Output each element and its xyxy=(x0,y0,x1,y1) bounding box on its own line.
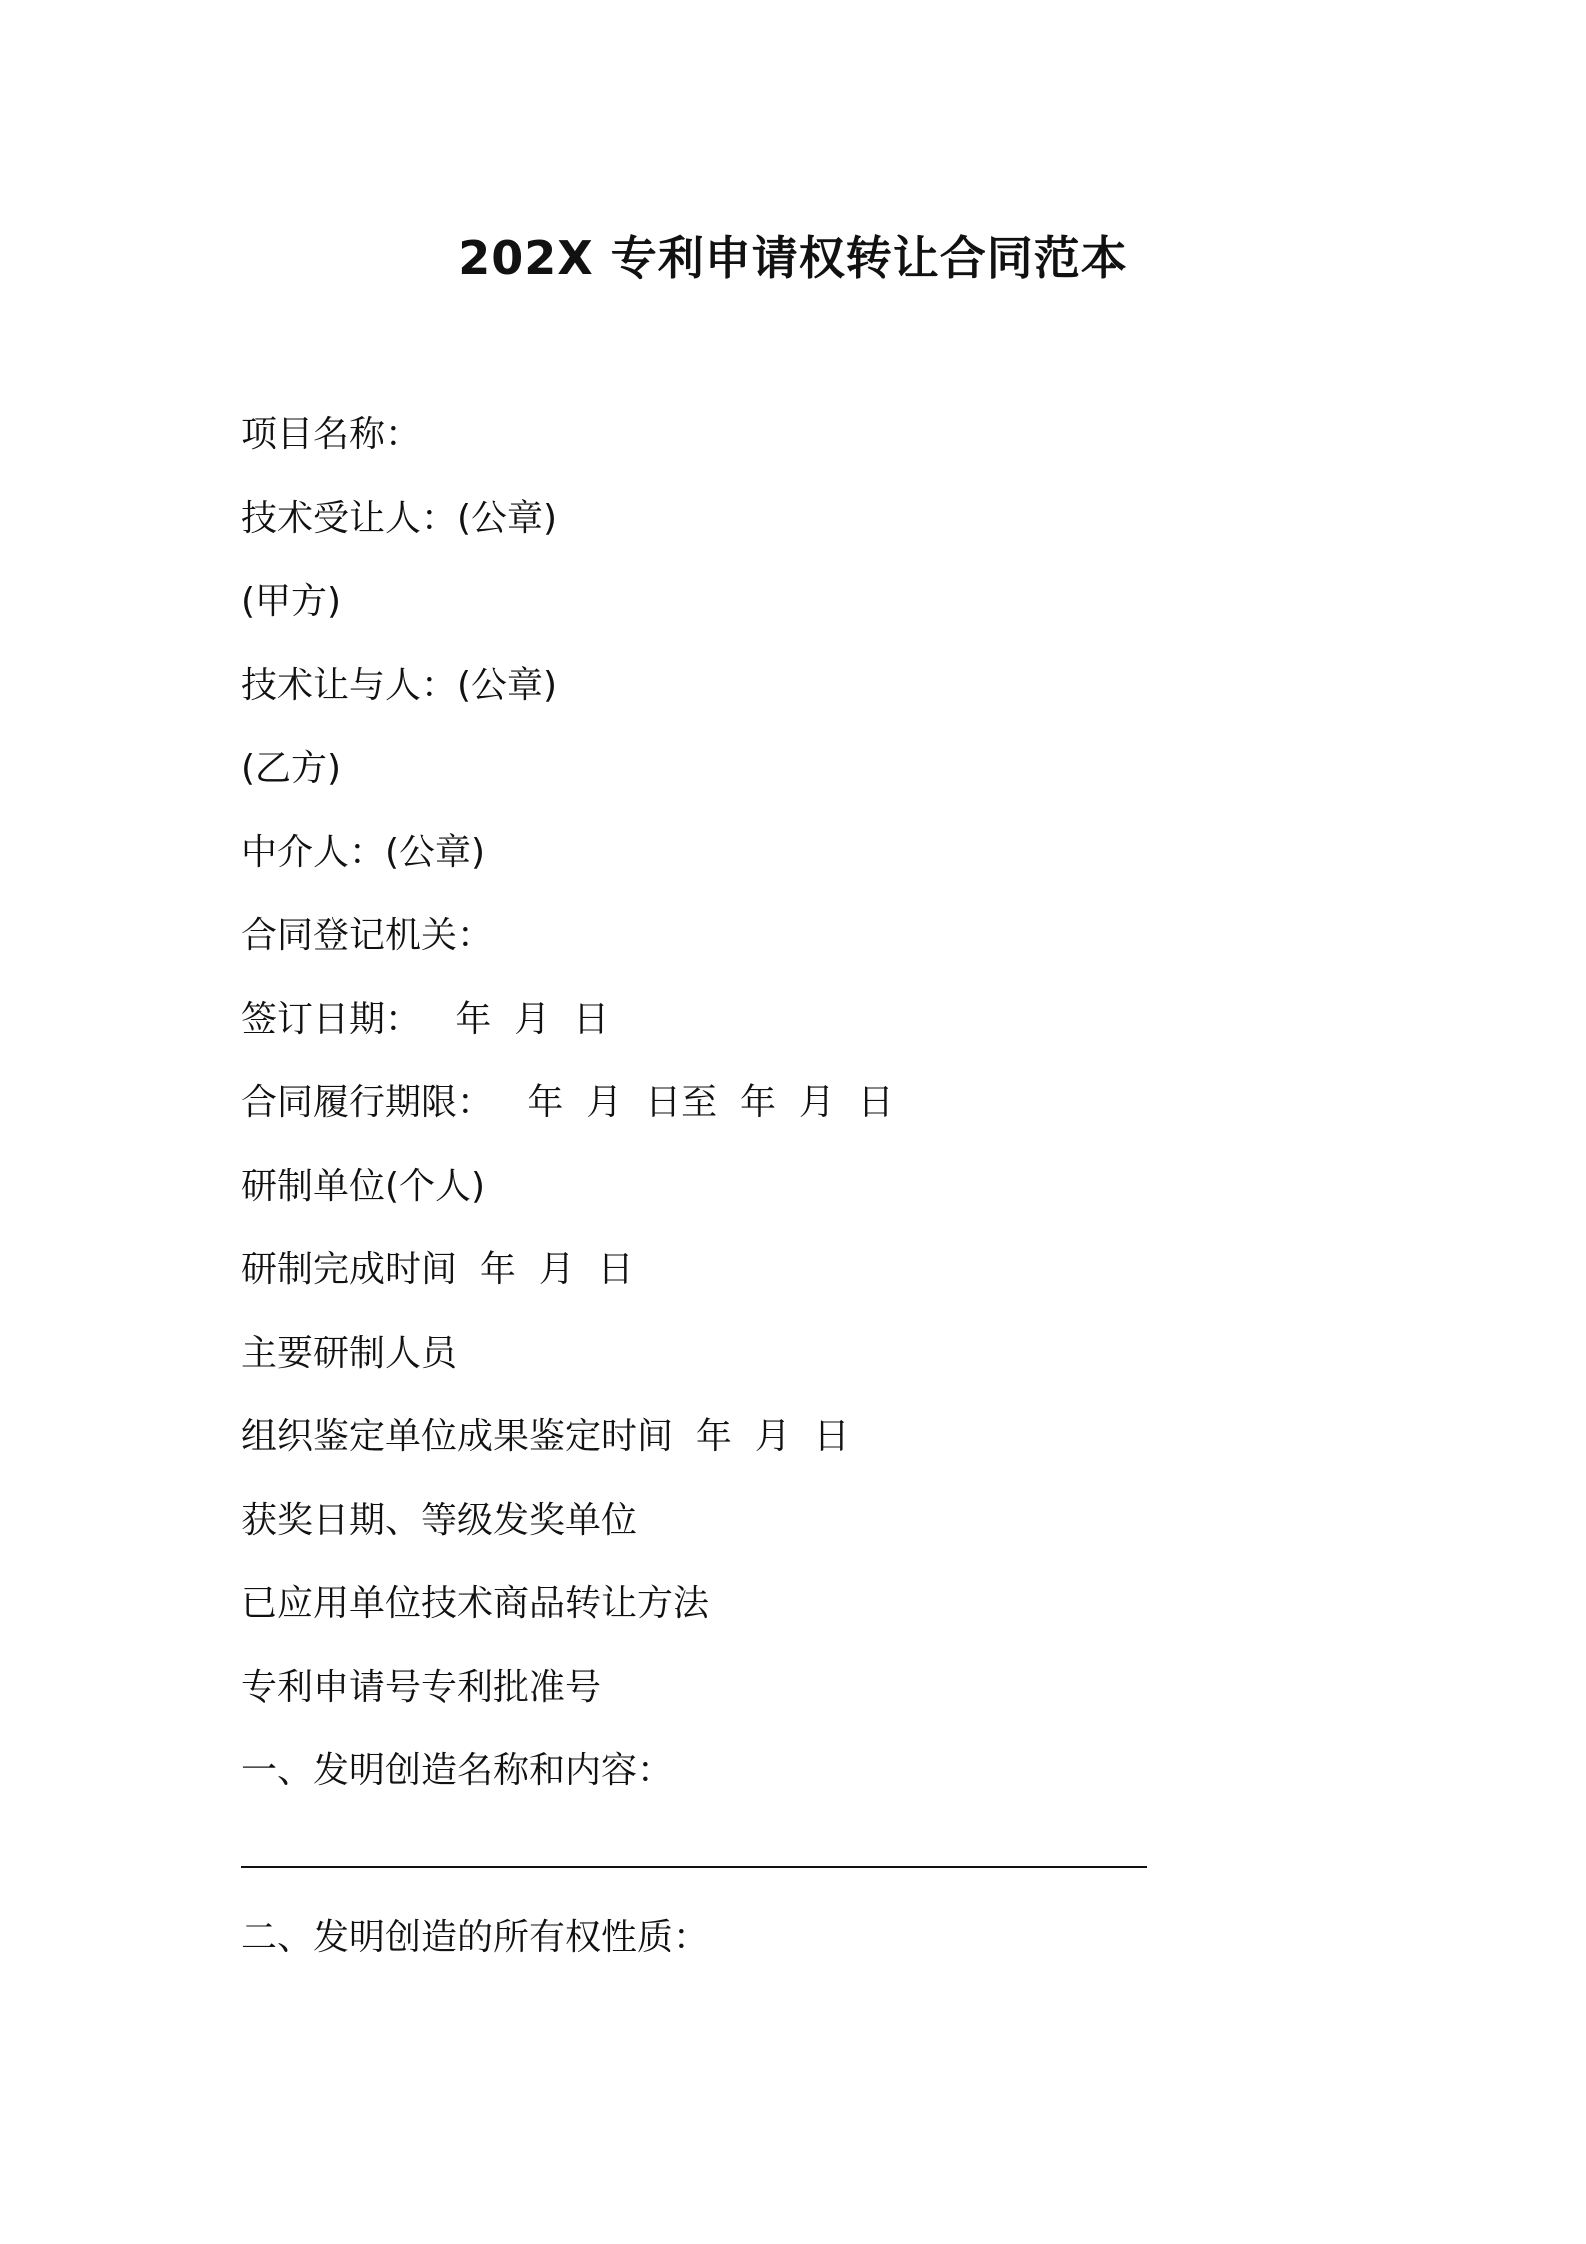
field-signing-date: 签订日期： 年 月 日 xyxy=(241,998,610,1040)
field-transferor: 技术让与人：(公章) xyxy=(241,664,558,706)
section-1-heading: 一、发明创造名称和内容： xyxy=(241,1750,674,1791)
field-main-developers: 主要研制人员 xyxy=(241,1332,458,1374)
document-title: 202X 专利申请权转让合同范本 xyxy=(458,231,1128,285)
field-registration-authority: 合同登记机关： xyxy=(241,915,494,956)
field-party-b: (乙方) xyxy=(241,748,342,789)
fill-in-underline xyxy=(241,1862,1147,1868)
field-developer: 研制单位(个人) xyxy=(241,1165,486,1207)
field-patent-numbers: 专利申请号专利批准号 xyxy=(241,1666,602,1708)
field-applied-units: 已应用单位技术商品转让方法 xyxy=(241,1583,710,1624)
field-appraisal: 组织鉴定单位成果鉴定时间 年 月 日 xyxy=(241,1416,850,1457)
field-performance-period: 合同履行期限： 年 月 日至 年 月 日 xyxy=(241,1082,894,1123)
field-completion-time: 研制完成时间 年 月 日 xyxy=(241,1249,634,1290)
field-transferee: 技术受让人：(公章) xyxy=(241,497,558,539)
field-party-a: (甲方) xyxy=(241,581,342,622)
section-2-heading: 二、发明创造的所有权性质： xyxy=(241,1917,710,1958)
field-project-name: 项目名称： xyxy=(241,414,422,455)
field-intermediary: 中介人：(公章) xyxy=(241,831,486,873)
field-award: 获奖日期、等级发奖单位 xyxy=(241,1499,638,1541)
contract-field-list xyxy=(241,408,1391,1828)
